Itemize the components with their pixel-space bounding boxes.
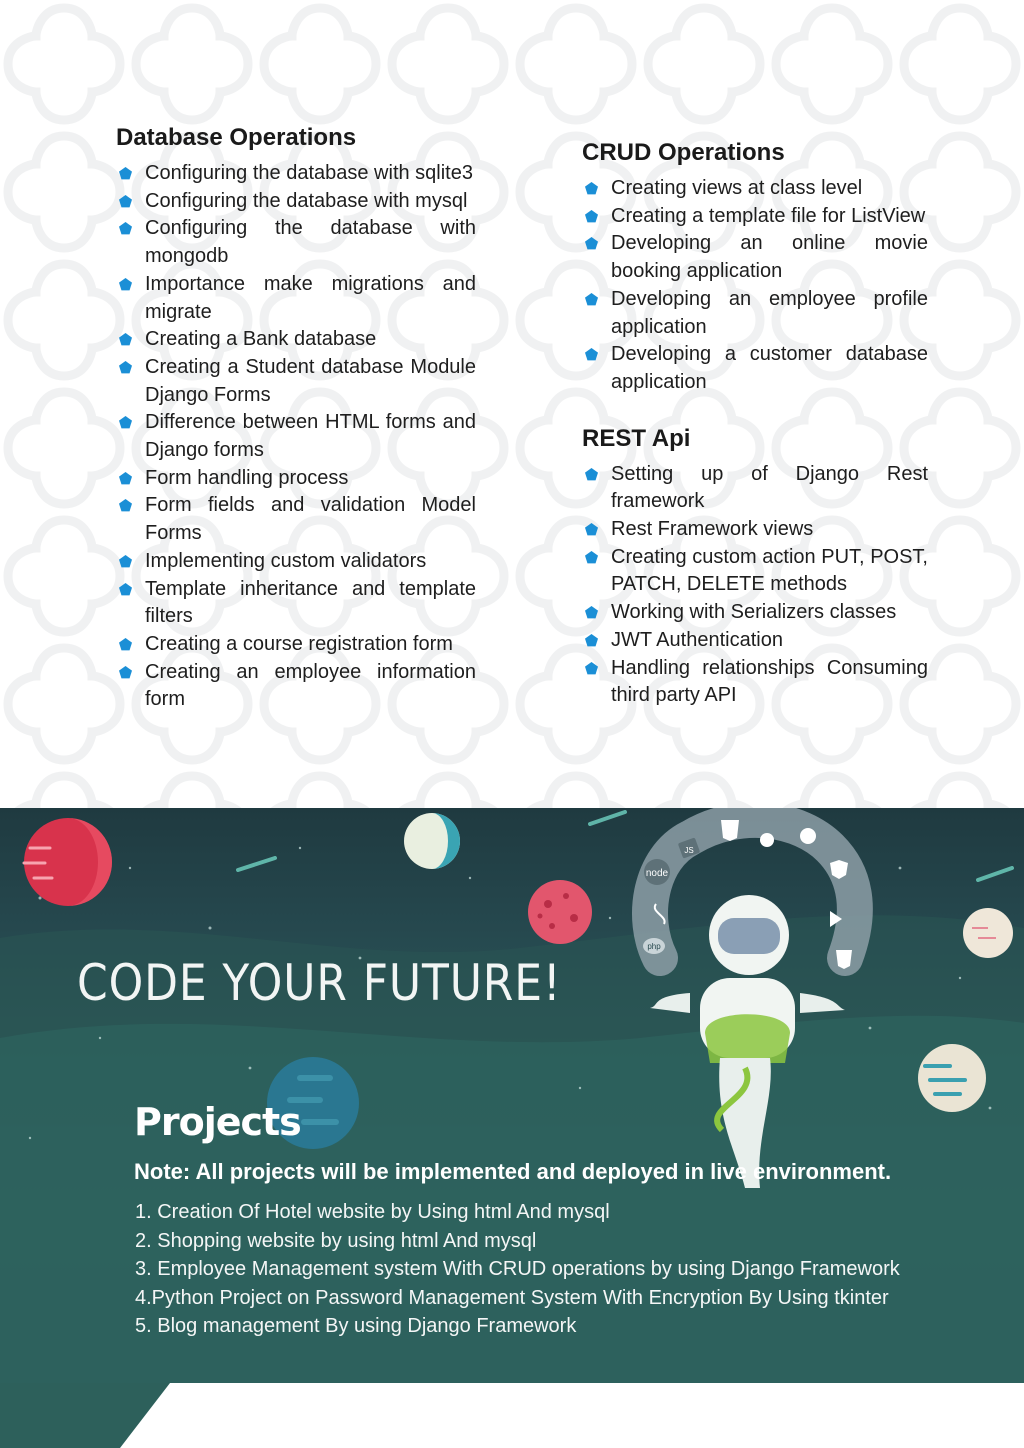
- code-your-future-banner: [0, 808, 1024, 1383]
- bullet-icon: [585, 293, 598, 306]
- node-icon: [644, 859, 670, 885]
- list-item: Creating a Bank database: [116, 326, 476, 354]
- bullet-icon: [119, 583, 132, 596]
- bullet-icon: [119, 195, 132, 208]
- projects-list: [135, 1198, 900, 1341]
- section-title-rest-api: REST Api: [582, 424, 691, 452]
- apple-icon: [760, 833, 774, 847]
- svg-text:php: php: [647, 942, 661, 951]
- projects-title: Projects: [134, 1100, 301, 1144]
- list-item: Working with Serializers classes: [582, 599, 928, 627]
- bullet-icon: [585, 210, 598, 223]
- bottom-corner-decoration: [0, 1383, 1024, 1448]
- svg-text:node: node: [645, 868, 669, 879]
- bullet-icon: [585, 468, 598, 481]
- list-item: Importance make migrations and migrate: [116, 271, 476, 326]
- database-operations-list: [116, 160, 476, 714]
- list-item: Template inheritance and template filters: [116, 576, 476, 631]
- bullet-icon: [585, 348, 598, 361]
- list-item: Creating a Student database Module Django Forms: [116, 354, 476, 409]
- list-item: Rest Framework views: [582, 516, 928, 544]
- bullet-icon: [119, 555, 132, 568]
- bullet-icon: [119, 499, 132, 512]
- bullet-icon: [585, 182, 598, 195]
- list-item: Creating a template file for ListView: [582, 203, 928, 231]
- list-item: Form fields and validation Model Forms: [116, 492, 476, 547]
- bullet-icon: [119, 361, 132, 374]
- database-operations-section: [116, 122, 476, 714]
- crud-operations-list: [582, 175, 928, 397]
- bullet-icon: [119, 666, 132, 679]
- right-column: [582, 137, 928, 710]
- list-item: JWT Authentication: [582, 627, 928, 655]
- list-item: Configuring the database with mysql: [116, 188, 476, 216]
- bullet-icon: [585, 523, 598, 536]
- svg-text:JS: JS: [684, 846, 694, 855]
- bullet-icon: [119, 472, 132, 485]
- list-item: Developing a customer database application: [582, 341, 928, 396]
- list-item: Developing an online movie booking application: [582, 230, 928, 285]
- bullet-icon: [585, 237, 598, 250]
- banner-headline: CODE YOUR FUTURE!: [77, 954, 562, 1012]
- bullet-icon: [119, 638, 132, 651]
- list-item: 3. Employee Management system With CRUD operations by using Django Framework: [135, 1258, 900, 1281]
- section-title-crud: CRUD Operations: [582, 139, 785, 166]
- rest-api-list: [582, 461, 928, 710]
- bullet-icon: [119, 416, 132, 429]
- html5-icon: [721, 820, 739, 841]
- bullet-icon: [585, 634, 598, 647]
- list-item: 5. Blog management By using Django Framework: [135, 1315, 577, 1338]
- list-item: Implementing custom validators: [116, 548, 476, 576]
- projects-note: Note: All projects will be implemented and deployed in live environment.: [134, 1159, 892, 1184]
- list-item: Creating an employee information form: [116, 659, 476, 714]
- css3-icon: [836, 950, 852, 969]
- bullet-icon: [119, 167, 132, 180]
- section-title-database: Database Operations: [116, 124, 357, 151]
- list-item: 1. Creation Of Hotel website by Using html And mysql: [135, 1201, 610, 1223]
- list-item: Difference between HTML forms and Django forms: [116, 409, 476, 464]
- list-item: Creating custom action PUT, POST, PATCH, DELETE methods: [582, 544, 928, 599]
- bullet-icon: [585, 551, 598, 564]
- list-item: 4.Python Project on Password Management System With Encryption By Using tkinter: [135, 1286, 889, 1309]
- python-icon: [800, 828, 816, 844]
- list-item: Setting up of Django Rest framework: [582, 461, 928, 516]
- bullet-icon: [585, 662, 598, 675]
- bullet-icon: [585, 606, 598, 619]
- bullet-icon: [119, 222, 132, 235]
- bullet-icon: [119, 278, 132, 291]
- list-item: 2. Shopping website by using html And mysql: [135, 1229, 537, 1252]
- list-item: Configuring the database with mongodb: [116, 215, 476, 270]
- bullet-icon: [119, 333, 132, 346]
- list-item: Developing an employee profile application: [582, 286, 928, 341]
- list-item: Creating a course registration form: [116, 631, 476, 659]
- list-item: Creating views at class level: [582, 175, 928, 203]
- list-item: Form handling process: [116, 465, 476, 493]
- php-icon: [643, 938, 665, 954]
- list-item: Configuring the database with sqlite3: [116, 160, 476, 188]
- list-item: Handling relationships Consuming third party API: [582, 655, 928, 710]
